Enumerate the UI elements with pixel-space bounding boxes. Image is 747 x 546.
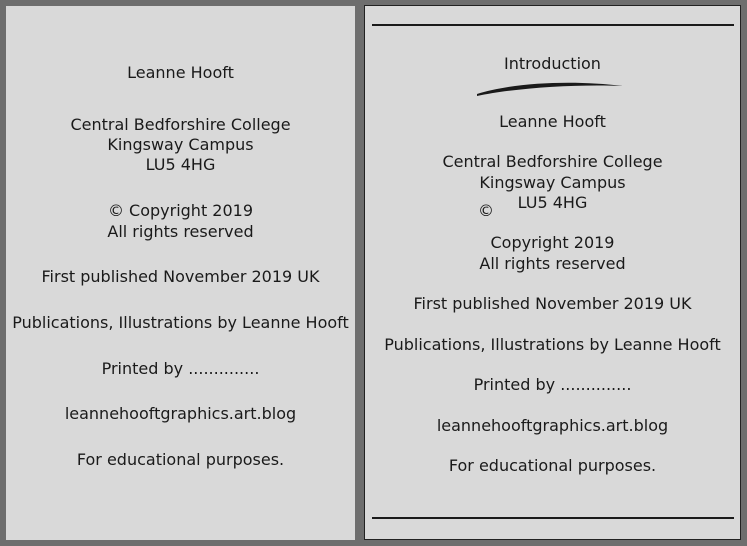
publications-line: Publications, Illustrations by Leanne Hooft xyxy=(384,335,721,354)
website-line: leannehooftgraphics.art.blog xyxy=(64,404,297,423)
author-name: Leanne Hooft xyxy=(499,112,606,131)
college-name: Central Bedforshire College xyxy=(442,152,663,171)
campus-name: Kingsway Campus xyxy=(479,173,626,192)
author-name: Leanne Hooft xyxy=(127,63,234,82)
heading-swoosh xyxy=(475,78,625,100)
printed-line: Printed by .............. xyxy=(101,359,260,378)
copyright-symbol: © xyxy=(478,201,494,220)
page-heading: Introduction xyxy=(504,54,601,73)
copyright-line: Copyright 2019 xyxy=(490,233,615,252)
bottom-rule xyxy=(372,517,734,519)
website-line: leannehooftgraphics.art.blog xyxy=(436,416,669,435)
college-name: Central Bedforshire College xyxy=(70,115,291,134)
postcode: LU5 4HG xyxy=(145,155,216,174)
publications-line: Publications, Illustrations by Leanne Hooft xyxy=(12,313,349,332)
top-rule xyxy=(372,24,734,26)
purpose-line: For educational purposes. xyxy=(76,450,285,469)
left-page xyxy=(6,6,355,540)
rights-line: All rights reserved xyxy=(107,222,254,241)
campus-name: Kingsway Campus xyxy=(107,135,254,154)
right-page xyxy=(364,5,741,540)
postcode: LU5 4HG xyxy=(517,193,588,212)
published-line: First published November 2019 UK xyxy=(413,294,692,313)
purpose-line: For educational purposes. xyxy=(448,456,657,475)
rights-line: All rights reserved xyxy=(479,254,626,273)
printed-line: Printed by .............. xyxy=(473,375,632,394)
published-line: First published November 2019 UK xyxy=(41,267,320,286)
copyright-line: © Copyright 2019 xyxy=(107,201,254,220)
